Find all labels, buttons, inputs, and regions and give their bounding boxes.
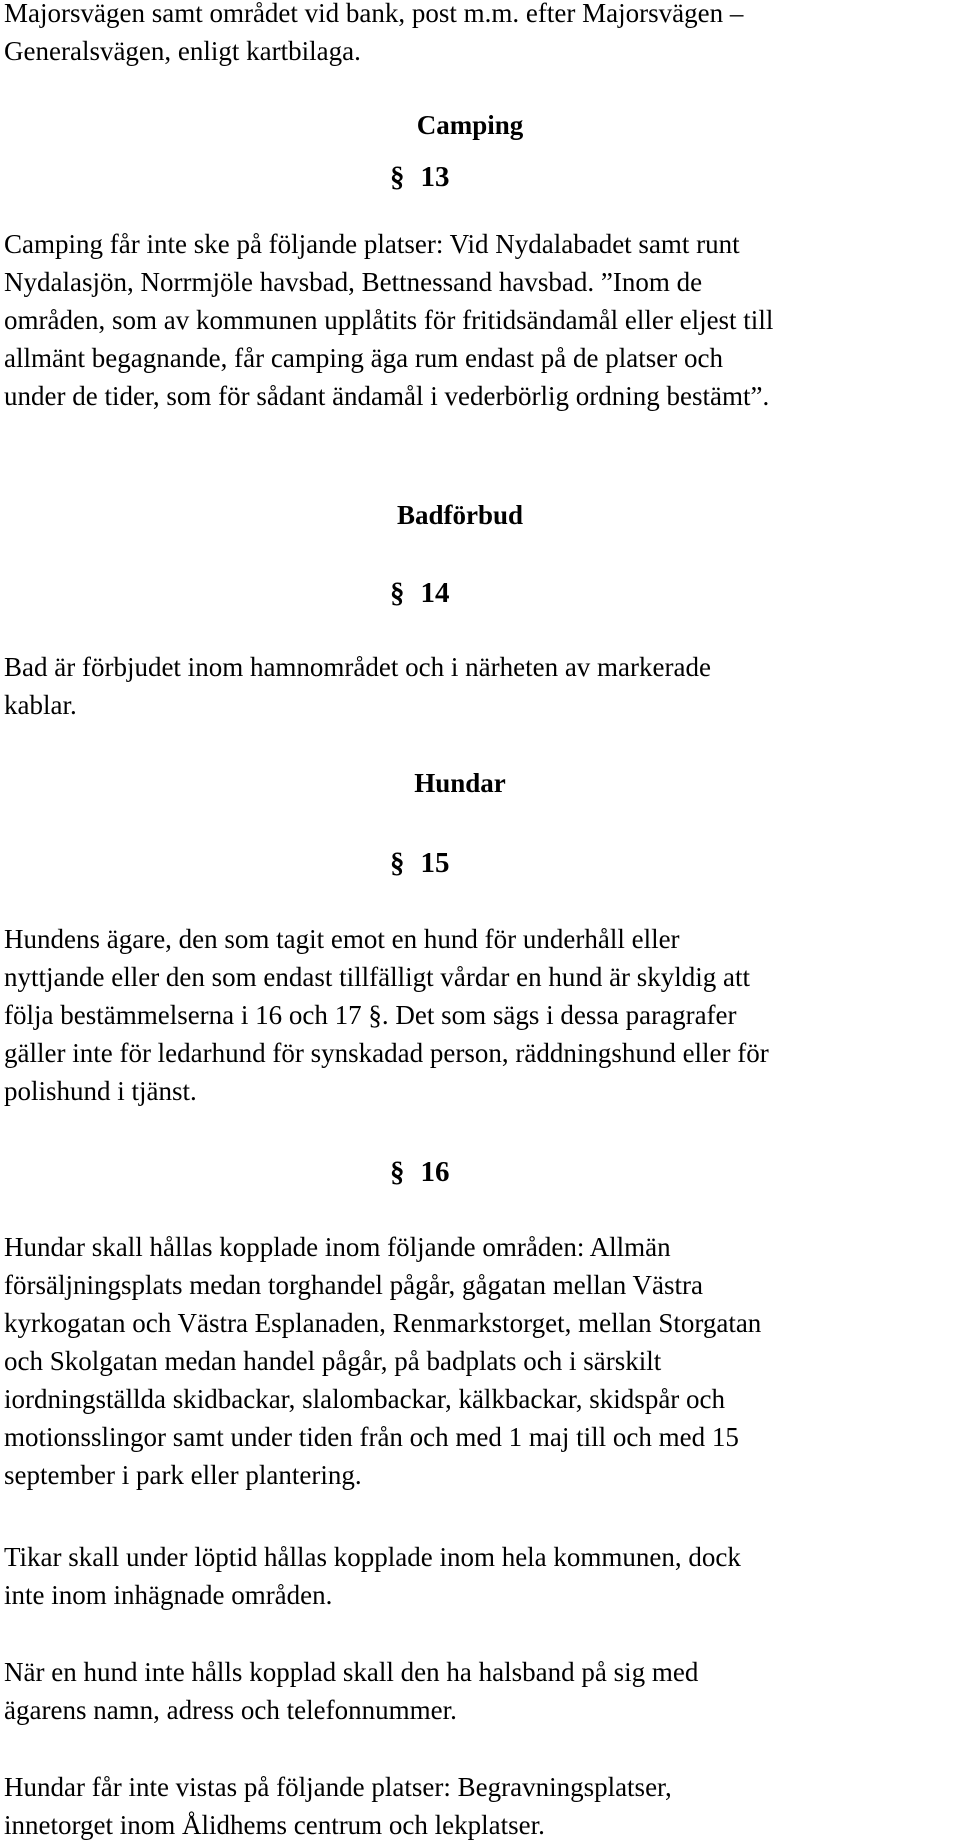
section-16-label <box>390 1153 450 1191</box>
section-16-line: kyrkogatan och Västra Esplanaden, Renmarkstorget, mellan Storgatan <box>4 1308 762 1338</box>
section-number: 16 <box>420 1156 450 1188</box>
camping-line: allmänt begagnande, får camping äga rum endast på de platser och <box>4 343 723 373</box>
hundar-paragraph <box>4 920 769 1110</box>
section-16-line: ägarens namn, adress och telefonnummer. <box>4 1695 457 1725</box>
section-16-line: iordningställda skidbackar, slalombackar, kälkbackar, skidspår och <box>4 1384 726 1414</box>
section-number: 15 <box>420 847 450 879</box>
hundar-line: nyttjande eller den som endast tillfälligt vårdar en hund är skyldig att <box>4 962 751 992</box>
section-15-label <box>390 844 450 882</box>
badforbud-paragraph <box>4 648 711 724</box>
camping-heading: Camping <box>416 110 524 140</box>
section-symbol: § <box>390 847 405 879</box>
intro-paragraph <box>4 0 743 70</box>
section-16-paragraph-4 <box>4 1768 672 1844</box>
section-16-line: och Skolgatan medan handel pågår, på badplats och i särskilt <box>4 1346 662 1376</box>
section-16-line: inte inom inhägnade områden. <box>4 1580 333 1610</box>
section-number: 13 <box>420 161 450 193</box>
badforbud-heading: Badförbud <box>396 500 524 530</box>
section-16-line: Tikar skall under löptid hållas kopplade inom hela kommunen, dock <box>4 1542 741 1572</box>
hundar-line: polishund i tjänst. <box>4 1076 197 1106</box>
section-number: 14 <box>420 577 450 609</box>
badforbud-line: kablar. <box>4 690 77 720</box>
section-16-line: innetorget inom Ålidhems centrum och lekplatser. <box>4 1810 545 1840</box>
hundar-line: följa bestämmelserna i 16 och 17 §. Det som sägs i dessa paragrafer <box>4 1000 737 1030</box>
section-symbol: § <box>390 161 405 193</box>
section-16-line: försäljningsplats medan torghandel pågår, gågatan mellan Västra <box>4 1270 703 1300</box>
intro-line: Majorsvägen samt området vid bank, post m.m. efter Majorsvägen – <box>4 0 744 28</box>
camping-line: Nydalasjön, Norrmjöle havsbad, Bettnessand havsbad. ”Inom de <box>4 267 703 297</box>
camping-line: områden, som av kommunen upplåtits för fritidsändamål eller eljest till <box>4 305 774 335</box>
section-14-label <box>390 574 450 612</box>
camping-line: Camping får inte ske på följande platser: Vid Nydalabadet samt runt <box>4 229 740 259</box>
section-16-line: Hundar får inte vistas på följande platser: Begravningsplatser, <box>4 1772 672 1802</box>
section-16-line: När en hund inte hålls kopplad skall den ha halsband på sig med <box>4 1657 699 1687</box>
section-13-label <box>390 158 450 196</box>
camping-paragraph <box>4 225 773 415</box>
section-symbol: § <box>390 577 405 609</box>
section-16-line: september i park eller plantering. <box>4 1460 362 1490</box>
section-symbol: § <box>390 1156 405 1188</box>
hundar-line: Hundens ägare, den som tagit emot en hund för underhåll eller <box>4 924 680 954</box>
badforbud-line: Bad är förbjudet inom hamnområdet och i närheten av markerade <box>4 652 711 682</box>
section-16-paragraph-2 <box>4 1538 741 1614</box>
section-16-paragraph-3 <box>4 1653 698 1729</box>
intro-line: Generalsvägen, enligt kartbilaga. <box>4 36 361 66</box>
hundar-line: gäller inte för ledarhund för synskadad person, räddningshund eller för <box>4 1038 769 1068</box>
section-16-line: Hundar skall hållas kopplade inom följande områden: Allmän <box>4 1232 671 1262</box>
section-16-paragraph-1 <box>4 1228 761 1494</box>
section-16-line: motionsslingor samt under tiden från och med 1 maj till och med 15 <box>4 1422 739 1452</box>
hundar-heading: Hundar <box>414 768 506 798</box>
camping-line: under de tider, som för sådant ändamål i vederbörlig ordning bestämt”. <box>4 381 770 411</box>
